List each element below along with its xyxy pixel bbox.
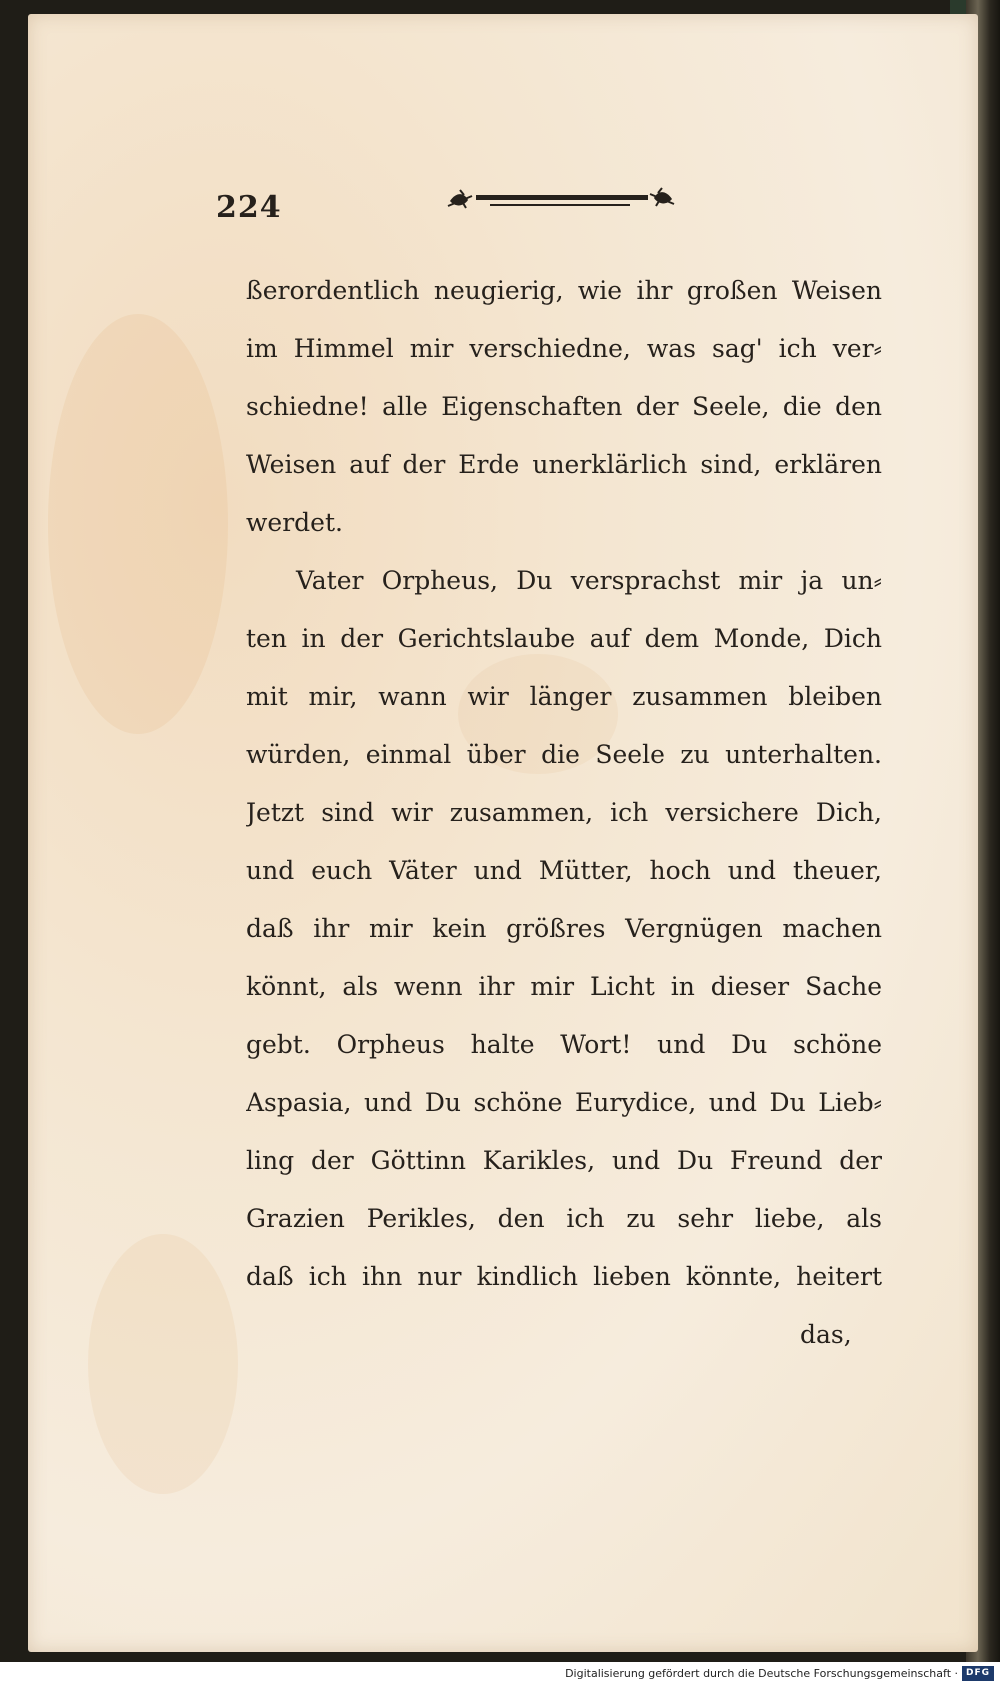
paper-stain — [88, 1234, 238, 1494]
text-line: ten in der Gerichtslaube auf dem Monde, Dich — [246, 624, 882, 653]
funding-credit: Digitalisierung gefördert durch die Deutsche Forschungsgemeinschaft · — [565, 1667, 958, 1680]
text-line: Weisen auf der Erde unerklärlich sind, erklären — [246, 450, 882, 479]
text-line: ling der Göttinn Karikles, und Du Freund der — [246, 1146, 882, 1175]
text-line: und euch Väter und Mütter, hoch und theuer, — [246, 856, 882, 885]
body-text — [246, 262, 882, 1306]
text-line: könnt, als wenn ihr mir Licht in dieser Sache — [246, 972, 882, 1001]
catchword: das, — [800, 1320, 852, 1349]
text-line: würden, einmal über die Seele zu unterhalten. — [246, 740, 882, 769]
text-line: daß ich ihn nur kindlich lieben könnte, heitert — [246, 1262, 882, 1291]
text-line: Grazien Perikles, den ich zu sehr liebe, als — [246, 1204, 882, 1233]
text-line: Vater Orpheus, Du versprachst mir ja un⸗ — [296, 566, 882, 595]
text-line: im Himmel mir verschiedne, was sag' ich ver⸗ — [246, 334, 882, 363]
text-line: werdet. — [246, 508, 343, 537]
header-ornament — [446, 184, 676, 218]
digitization-footer — [0, 1662, 1000, 1686]
text-line: schiedne! alle Eigenschaften der Seele, die den — [246, 392, 882, 421]
dfg-logo: DFG — [962, 1666, 994, 1681]
paper-stain — [48, 314, 228, 734]
text-line: gebt. Orpheus halte Wort! und Du schöne — [246, 1030, 882, 1059]
text-line: ßerordentlich neugierig, wie ihr großen Weisen — [246, 276, 882, 305]
text-line: daß ihr mir kein größres Vergnügen machen — [246, 914, 882, 943]
text-line: mit mir, wann wir länger zusammen bleiben — [246, 682, 882, 711]
text-line: Jetzt sind wir zusammen, ich versichere Dich, — [246, 798, 882, 827]
text-line: Aspasia, und Du schöne Eurydice, und Du Lieb⸗ — [246, 1088, 882, 1117]
page-number: 224 — [216, 190, 282, 225]
